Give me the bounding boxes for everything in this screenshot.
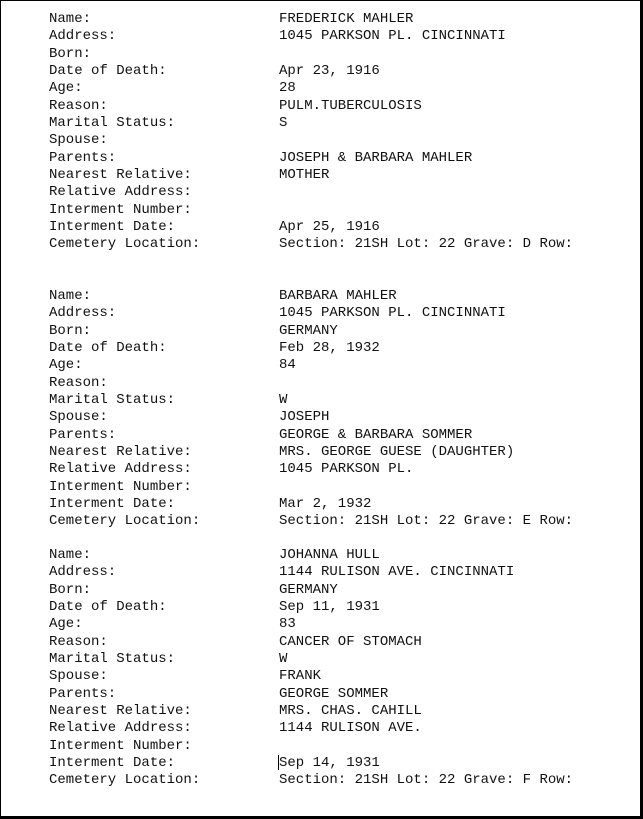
- field-nearest-relative: [49, 167, 629, 184]
- label-spouse: Spouse:: [49, 409, 108, 426]
- field-interment-date: [49, 755, 629, 772]
- field-interment-number: [49, 202, 629, 219]
- value-parents: GEORGE SOMMER: [279, 685, 389, 702]
- burial-record: [49, 547, 629, 790]
- label-spouse: Spouse:: [49, 668, 108, 685]
- field-spouse: [49, 409, 629, 426]
- value-age: 83: [279, 616, 296, 633]
- field-interment-date: [49, 219, 629, 236]
- label-born: Born:: [49, 581, 92, 598]
- label-interment-date: Interment Date:: [49, 755, 176, 772]
- value-nearest-relative: MRS. CHAS. CAHILL: [279, 703, 422, 720]
- label-reason: Reason:: [49, 97, 108, 114]
- field-cemetery-location: [49, 772, 629, 789]
- label-address: Address:: [49, 564, 117, 581]
- value-address: 1045 PARKSON PL. CINCINNATI: [279, 305, 506, 322]
- value-relative-address: 1045 PARKSON PL.: [279, 461, 414, 478]
- label-age: Age:: [49, 616, 83, 633]
- field-date-of-death: [49, 63, 629, 80]
- value-name: FREDERICK MAHLER: [279, 11, 414, 27]
- field-marital-status: [49, 651, 629, 668]
- field-parents: [49, 427, 629, 444]
- label-marital-status: Marital Status:: [49, 392, 176, 409]
- label-relative-address: Relative Address:: [49, 720, 192, 737]
- value-date-of-death: Apr 23, 1916: [279, 63, 380, 80]
- value-marital-status: W: [279, 651, 288, 668]
- field-interment-number: [49, 479, 629, 496]
- field-reason: [49, 98, 629, 115]
- label-reason: Reason:: [49, 374, 108, 391]
- field-parents: [49, 686, 629, 703]
- field-relative-address: [49, 720, 629, 737]
- field-interment-date: [49, 496, 629, 513]
- label-name: Name:: [49, 288, 92, 304]
- field-name: [49, 547, 629, 564]
- burial-record: [49, 288, 629, 531]
- label-marital-status: Marital Status:: [49, 115, 176, 132]
- field-name: [49, 288, 629, 305]
- label-date-of-death: Date of Death:: [49, 63, 167, 80]
- label-date-of-death: Date of Death:: [49, 340, 167, 357]
- value-address: 1144 RULISON AVE. CINCINNATI: [279, 564, 515, 581]
- field-spouse: [49, 668, 629, 685]
- label-name: Name:: [49, 547, 92, 563]
- value-interment-date: Apr 25, 1916: [279, 219, 380, 236]
- value-address: 1045 PARKSON PL. CINCINNATI: [279, 28, 506, 45]
- field-age: [49, 80, 629, 97]
- label-spouse: Spouse:: [49, 132, 108, 149]
- label-cemetery-location: Cemetery Location:: [49, 772, 201, 789]
- field-address: [49, 564, 629, 581]
- label-interment-date: Interment Date:: [49, 496, 176, 513]
- label-parents: Parents:: [49, 426, 117, 443]
- field-date-of-death: [49, 599, 629, 616]
- label-address: Address:: [49, 28, 117, 45]
- label-interment-number: Interment Number:: [49, 478, 192, 495]
- field-born: [49, 323, 629, 340]
- field-marital-status: [49, 115, 629, 132]
- field-name: [49, 11, 629, 28]
- field-spouse: [49, 132, 629, 149]
- label-marital-status: Marital Status:: [49, 651, 176, 668]
- value-date-of-death: Feb 28, 1932: [279, 340, 380, 357]
- field-nearest-relative: [49, 703, 629, 720]
- text-cursor: [278, 755, 279, 770]
- value-cemetery-location: Section: 21SH Lot: 22 Grave: E Row:: [279, 513, 574, 530]
- value-spouse: JOSEPH: [279, 409, 330, 426]
- value-born: GERMANY: [279, 322, 338, 339]
- value-name: BARBARA MAHLER: [279, 288, 397, 304]
- field-address: [49, 28, 629, 45]
- label-parents: Parents:: [49, 149, 117, 166]
- label-cemetery-location: Cemetery Location:: [49, 236, 201, 253]
- label-relative-address: Relative Address:: [49, 461, 192, 478]
- field-nearest-relative: [49, 444, 629, 461]
- value-born: GERMANY: [279, 581, 338, 598]
- burial-record: [49, 11, 629, 254]
- field-interment-number: [49, 738, 629, 755]
- value-marital-status: W: [279, 392, 288, 409]
- field-date-of-death: [49, 340, 629, 357]
- label-age: Age:: [49, 357, 83, 374]
- value-relative-address: 1144 RULISON AVE.: [279, 720, 422, 737]
- field-relative-address: [49, 461, 629, 478]
- label-age: Age:: [49, 80, 83, 97]
- label-interment-number: Interment Number:: [49, 201, 192, 218]
- field-cemetery-location: [49, 513, 629, 530]
- field-address: [49, 305, 629, 322]
- field-reason: [49, 375, 629, 392]
- value-parents: GEORGE & BARBARA SOMMER: [279, 426, 473, 443]
- value-reason: PULM.TUBERCULOSIS: [279, 97, 422, 114]
- field-marital-status: [49, 392, 629, 409]
- value-age: 84: [279, 357, 296, 374]
- label-relative-address: Relative Address:: [49, 184, 192, 201]
- field-age: [49, 357, 629, 374]
- label-born: Born:: [49, 45, 92, 62]
- label-nearest-relative: Nearest Relative:: [49, 703, 192, 720]
- label-interment-date: Interment Date:: [49, 219, 176, 236]
- value-interment-date: Sep 14, 1931: [279, 755, 380, 772]
- field-parents: [49, 150, 629, 167]
- field-reason: [49, 634, 629, 651]
- value-cemetery-location: Section: 21SH Lot: 22 Grave: F Row:: [279, 772, 574, 789]
- label-nearest-relative: Nearest Relative:: [49, 167, 192, 184]
- value-interment-date: Mar 2, 1932: [279, 496, 372, 513]
- field-age: [49, 616, 629, 633]
- label-cemetery-location: Cemetery Location:: [49, 513, 201, 530]
- field-born: [49, 582, 629, 599]
- value-nearest-relative: MRS. GEORGE GUESE (DAUGHTER): [279, 444, 515, 461]
- value-nearest-relative: MOTHER: [279, 167, 330, 184]
- value-cemetery-location: Section: 21SH Lot: 22 Grave: D Row:: [279, 236, 574, 253]
- label-interment-number: Interment Number:: [49, 737, 192, 754]
- label-name: Name:: [49, 11, 92, 27]
- label-parents: Parents:: [49, 685, 117, 702]
- field-cemetery-location: [49, 236, 629, 253]
- value-spouse: FRANK: [279, 668, 322, 685]
- value-marital-status: S: [279, 115, 288, 132]
- field-born: [49, 46, 629, 63]
- label-born: Born:: [49, 322, 92, 339]
- value-parents: JOSEPH & BARBARA MAHLER: [279, 149, 473, 166]
- value-age: 28: [279, 80, 296, 97]
- field-relative-address: [49, 184, 629, 201]
- value-date-of-death: Sep 11, 1931: [279, 599, 380, 616]
- label-date-of-death: Date of Death:: [49, 599, 167, 616]
- value-reason: CANCER OF STOMACH: [279, 633, 422, 650]
- value-name: JOHANNA HULL: [279, 547, 380, 563]
- label-reason: Reason:: [49, 633, 108, 650]
- label-address: Address:: [49, 305, 117, 322]
- label-nearest-relative: Nearest Relative:: [49, 444, 192, 461]
